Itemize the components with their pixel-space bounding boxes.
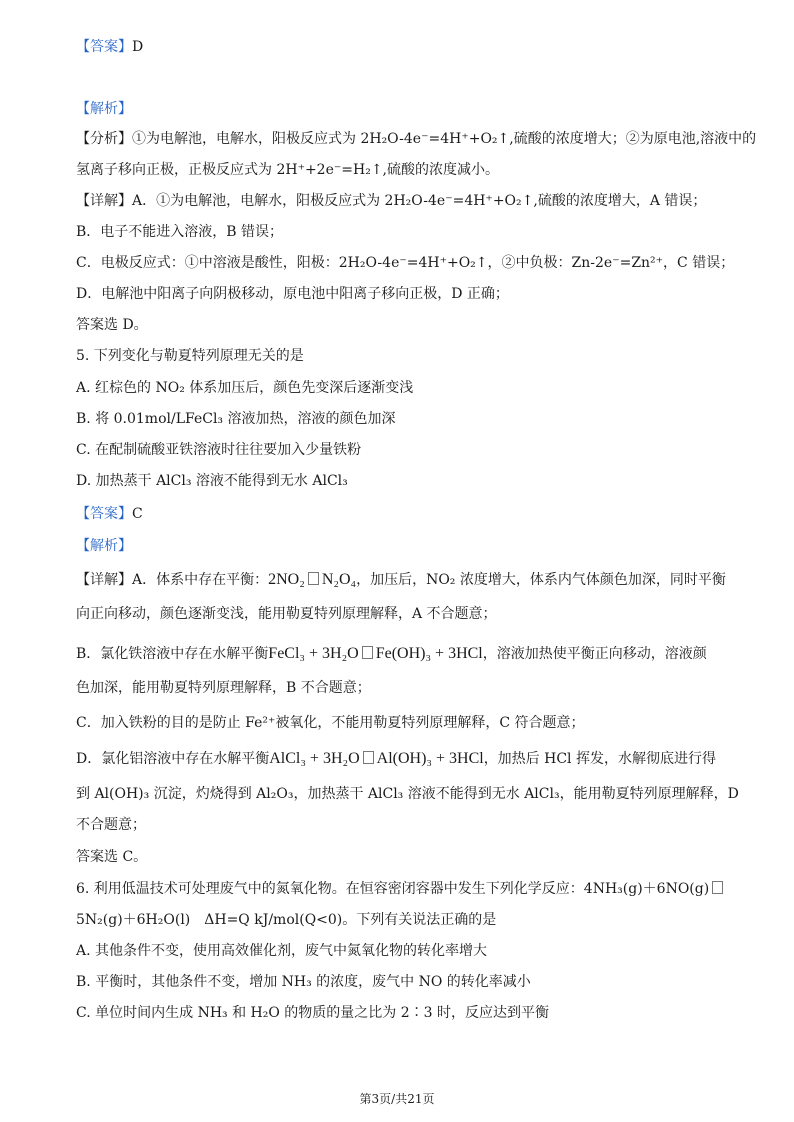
detail-line-b: B．电子不能进入溶液，B 错误； (76, 224, 284, 240)
answer-line (76, 37, 143, 57)
equilibrium-arrow-icon (308, 572, 319, 585)
detail-text: ，溶液加热使平衡正向移动，溶液颜 (482, 646, 707, 662)
equilibrium-arrow-icon (712, 881, 723, 894)
equation-right: Al(OH)₃ + 3HCl (376, 750, 484, 767)
analysis-label: 【解析】 (76, 101, 132, 117)
detail-line-d: D．电解池中阳离子向阴极移动，原电池中阳离子移向正极，D 正确； (76, 286, 509, 302)
answer-label: 【答案】 (76, 39, 132, 55)
analysis-line-1 (76, 129, 756, 149)
detail-text: B．氯化铁溶液中存在水解平衡 (76, 646, 269, 662)
analysis-text-1: ①为电解池，电解水，阳极反应式为 2H₂O-4e⁻=4H⁺+O₂↑,硫酸的浓度增大；②为原电池,溶液中的 (132, 131, 757, 147)
question-6-stem-line-2: 5N₂(g)＋6H₂O(l) ΔH=Q kJ/mol(Q<0)。下列有关说法正确的是 (76, 912, 497, 928)
detail-line-d2: 到 Al(OH)₃ 沉淀，灼烧得到 Al₂O₃，加热蒸干 AlCl₃ 溶液不能得到无水 AlCl₃，能用勒夏特列原理解释，D (76, 786, 739, 802)
detail-text: D．氯化铝溶液中存在水解平衡 (76, 751, 270, 767)
detail-head: 【详解】 (76, 572, 132, 588)
answer-line (76, 504, 143, 524)
equilibrium-arrow-icon (363, 751, 374, 764)
question-6-option-b: B. 平衡时，其他条件不变，增加 NH₃ 的浓度，废气中 NO 的转化率减小 (76, 974, 531, 990)
equation-left: FeCl₃ + 3H₂O (268, 645, 359, 662)
question-6-option-a: A. 其他条件不变，使用高效催化剂，废气中氮氧化物的转化率增大 (76, 943, 488, 959)
question-6-stem-text: 6. 利用低温技术可处理废气中的氮氧化物。在恒容密闭容器中发生下列化学反应：4NH₃(g)＋6NO(g) (76, 881, 710, 897)
question-5-option-d: D. 加热蒸干 AlCl₃ 溶液不能得到无水 AlCl₃ (76, 473, 348, 489)
detail-line-b2: 色加深，能用勒夏特列原理解释，B 不合题意； (76, 680, 371, 696)
question-5-option-a: A. 红棕色的 NO₂ 体系加压后，颜色先变深后逐渐变浅 (76, 380, 414, 396)
question-6-option-c: C. 单位时间内生成 NH₃ 和 H₂O 的物质的量之比为 2∶3 时，反应达到平衡 (76, 1005, 549, 1021)
detail-head: 【详解】 (76, 193, 132, 209)
question-5-option-b: B. 将 0.01mol/LFeCl₃ 溶液加热，溶液的颜色加深 (76, 411, 396, 427)
analysis-head: 【分析】 (76, 131, 132, 147)
question-5-option-c: C. 在配制硫酸亚铁溶液时往往要加入少量铁粉 (76, 442, 362, 458)
detail-text-a: A．①为电解池，电解水，阳极反应式为 2H₂O-4e⁻=4H⁺+O₂↑,硫酸的浓度增大，A 错误； (132, 193, 707, 209)
question-5-stem: 5. 下列变化与勒夏特列原理无关的是 (76, 348, 304, 364)
analysis-label: 【解析】 (76, 538, 132, 554)
detail-text: A．体系中存在平衡： (132, 572, 269, 588)
detail-text: ，加压后，NO₂ 浓度增大，体系内气体颜色加深，同时平衡 (356, 572, 726, 588)
equation-left: AlCl₃ + 3H₂O (269, 750, 360, 767)
detail-line-b (76, 644, 707, 664)
equilibrium-arrow-icon (362, 646, 373, 659)
conclusion: 答案选 C。 (76, 849, 148, 865)
detail-line-c: C．电极反应式：①中溶液是酸性，阳极：2H₂O-4e⁻=4H⁺+O₂↑，②中负极：Zn-2e⁻=Zn²⁺，C 错误； (76, 255, 735, 271)
answer-value: C (132, 506, 143, 522)
detail-text: ，加热后 HCl 挥发，水解彻底进行得 (483, 751, 716, 767)
page-number: 第3页/共21页 (359, 1092, 435, 1106)
detail-line-d (76, 749, 716, 769)
equation-left: 2NO₂ (268, 571, 305, 588)
answer-value: D (132, 39, 144, 55)
detail-line-d3: 不合题意； (76, 817, 146, 833)
detail-line-a (76, 191, 706, 211)
answer-label: 【答案】 (76, 506, 132, 522)
detail-line-a (76, 570, 726, 590)
detail-line-c: C．加入铁粉的目的是防止 Fe²⁺被氧化，不能用勒夏特列原理解释，C 符合题意； (76, 715, 585, 731)
conclusion: 答案选 D。 (76, 317, 148, 333)
analysis-line-2: 氢离子移向正极，正极反应式为 2H⁺+2e⁻=H₂↑,硫酸的浓度减小。 (76, 162, 499, 178)
equation-right: N₂O₄ (321, 571, 357, 588)
question-6-stem-line-1 (76, 879, 726, 899)
detail-line-a2: 向正向移动，颜色逐渐变浅，能用勒夏特列原理解释，A 不合题意； (76, 606, 497, 622)
equation-right: Fe(OH)₃ + 3HCl (375, 645, 483, 662)
